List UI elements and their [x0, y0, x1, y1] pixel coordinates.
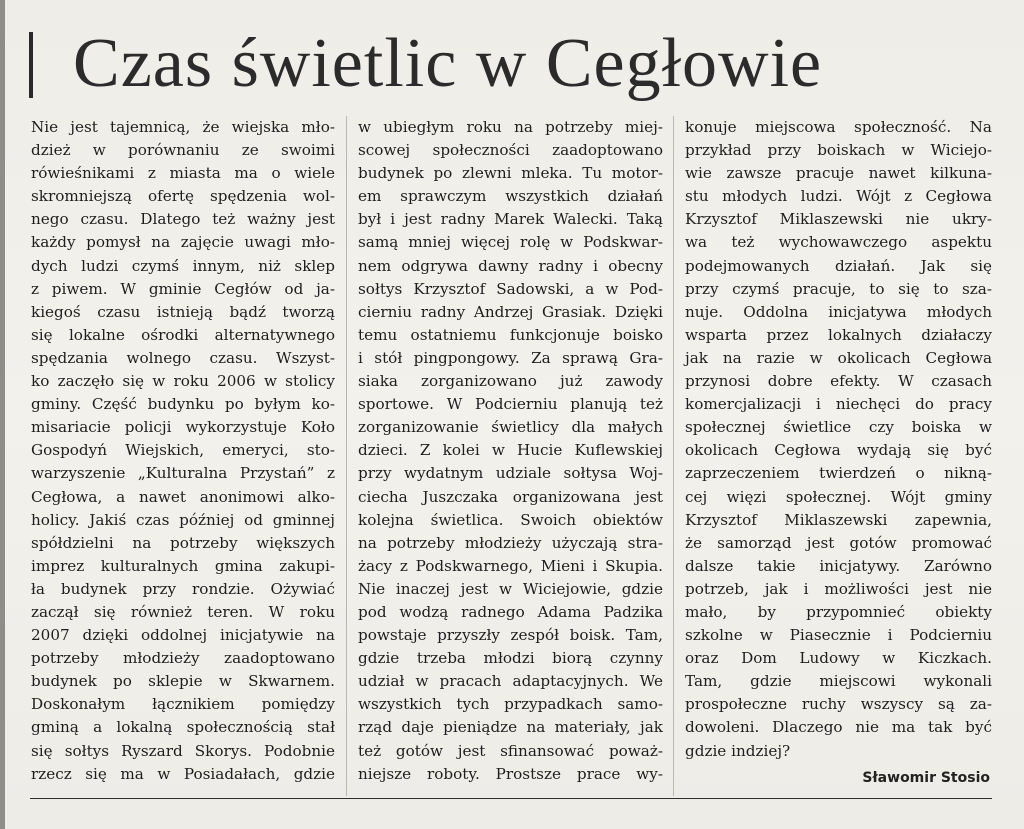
text-line: szkolne w Piasecznie i Podcierniu [685, 626, 992, 645]
text-line: społecznej świetlice czy boiska w [685, 418, 992, 437]
text-line: przykład przy boiskach w Wiciejo- [685, 141, 992, 160]
text-line: że samorząd jest gotów promować [685, 533, 992, 552]
text-line: zaprzeczeniem twierdzeń o nikną- [685, 464, 992, 483]
text-line: nem odgrywa dawny radny i obecny [358, 256, 663, 275]
text-line: scowej społeczności zaadoptowano [358, 141, 663, 160]
text-line: siaka zorganizowano już zawody [358, 372, 663, 391]
text-line: temu ostatniemu funkcjonuje boisko [358, 325, 663, 344]
text-line: holicy. Jakiś czas później od gminnej [31, 510, 335, 529]
text-line: zaczął się również teren. W roku [31, 602, 335, 621]
text-line: i stół pingpongowy. Za sprawą Gra- [358, 348, 663, 367]
column-divider [673, 116, 674, 796]
text-line: budynek po sklepie w Skwarnem. [31, 672, 335, 691]
text-line: ko zaczęło się w roku 2006 w stolicy [31, 372, 335, 391]
text-line: niejsze roboty. Prostsze prace wy- [358, 764, 663, 783]
text-line: ła budynek przy rondzie. Ożywiać [31, 579, 335, 598]
text-line: rząd daje pieniądze na materiały, jak [358, 718, 663, 737]
text-line: skromniejszą ofertę spędzenia wol- [31, 187, 335, 206]
text-line: mało, by przypomnieć obiekty [685, 602, 992, 621]
text-line: em sprawczym wszystkich działań [358, 187, 663, 206]
text-line: prospołeczne ruchy wszyscy są za- [685, 695, 992, 714]
text-line: kolejna świetlica. Swoich obiektów [358, 510, 663, 529]
title-accent-bar [29, 32, 33, 98]
text-line: gdzie trzeba młodzi biorą czynny [358, 649, 663, 668]
text-line: przynosi dobre efekty. W czasach [685, 372, 992, 391]
text-line: Nie jest tajemnicą, że wiejska mło- [31, 118, 335, 136]
text-line: się sołtys Ryszard Skorys. Podobnie [31, 741, 335, 760]
column-divider [346, 116, 347, 796]
text-line: udział w pracach adaptacyjnych. We [358, 672, 663, 691]
article-column-1 [31, 116, 335, 796]
text-line: budynek po zlewni mleka. Tu motor- [358, 164, 663, 183]
text-line: potrzeby młodzieży zaadoptowano [31, 649, 335, 668]
text-line: żacy z Podskwarnego, Mieni i Skupia. [358, 556, 663, 575]
text-line: nego czasu. Dlatego też ważny jest [31, 210, 335, 229]
text-line: przy wydatnym udziale sołtysa Woj- [358, 464, 663, 483]
text-line: komercjalizacji i niechęci do pracy [685, 395, 992, 414]
text-line: Doskonałym łącznikiem pomiędzy [31, 695, 335, 714]
text-line: rówieśnikami z miasta ma o wiele [31, 164, 335, 183]
text-line: Cegłowa, a nawet anonimowi alko- [31, 487, 335, 506]
text-line: wsparta przez lokalnych działaczy [685, 325, 992, 344]
text-line: cierniu radny Andrzej Grasiak. Dzięki [358, 302, 663, 321]
text-line: gdzie indziej? [685, 741, 791, 760]
text-line: powstaje przyszły zespół boisk. Tam, [358, 626, 663, 645]
text-line: konuje miejscowa społeczność. Na [685, 118, 992, 136]
text-line: na potrzeby młodzieży użyczają stra- [358, 533, 663, 552]
text-line: samą mniej więcej rolę w Podskwar- [358, 233, 663, 252]
text-line: też gotów jest sfinansować poważ- [358, 741, 663, 760]
text-line: się lokalne ośrodki alternatywnego [31, 325, 335, 344]
text-line: dzieci. Z kolei w Hucie Kuflewskiej [358, 441, 663, 460]
text-line: 2007 dzięki oddolnej inicjatywie na [31, 626, 335, 645]
text-line: dzież w porównaniu ze swoimi [31, 141, 335, 160]
text-line: misariacie policji wykorzystuje Koło [31, 418, 335, 437]
text-line: Gospodyń Wiejskich, emeryci, sto- [31, 441, 335, 460]
text-line: w ubiegłym roku na potrzeby miej- [358, 118, 663, 136]
article-title: Czas świetlic w Cegłowie [73, 25, 823, 102]
text-line: Nie inaczej jest w Wiciejowie, gdzie [358, 579, 663, 598]
text-line: ciecha Juszczaka organizowana jest [358, 487, 663, 506]
text-line: sportowe. W Podcierniu planują też [358, 395, 663, 414]
text-line: warzyszenie „Kulturalna Przystań” z [31, 464, 335, 483]
text-line: Krzysztof Miklaszewski zapewnia, [685, 510, 992, 529]
text-line: cej więzi społecznej. Wójt gminy [685, 487, 992, 506]
text-line: dych ludzi czymś innym, niż sklep [31, 256, 335, 275]
text-line: spędzania wolnego czasu. Wszyst- [31, 348, 335, 367]
text-line: zorganizowanie świetlicy dla małych [358, 418, 663, 437]
text-line: stu młodych ludzi. Wójt z Cegłowa [685, 187, 992, 206]
text-line: dowoleni. Dlaczego nie ma tak być [685, 718, 992, 737]
text-line: rzecz się ma w Posiadałach, gdzie [31, 764, 335, 783]
article-byline: Sławomir Stosio [862, 770, 990, 786]
text-line: pod wodzą radnego Adama Padzika [358, 602, 663, 621]
text-line: jak na razie w okolicach Cegłowa [685, 348, 992, 367]
text-line: wszystkich tych przypadkach samo- [358, 695, 663, 714]
text-line: sołtys Krzysztof Sadowski, a w Pod- [358, 279, 663, 298]
text-line: spółdzielni na potrzeby większych [31, 533, 335, 552]
text-line: przy czymś pracuje, to się to sza- [685, 279, 992, 298]
text-line: kiegoś czasu istnieją bądź tworzą [31, 302, 335, 321]
text-line: oraz Dom Ludowy w Kiczkach. [685, 649, 992, 668]
text-line: dalsze takie inicjatywy. Zarówno [685, 556, 992, 575]
article-column-3 [685, 116, 992, 796]
scan-edge [0, 0, 5, 829]
text-line: Tam, gdzie miejscowi wykonali [685, 672, 992, 691]
text-line: gminy. Część budynku po byłym ko- [31, 395, 335, 414]
text-line: Krzysztof Miklaszewski nie ukry- [685, 210, 992, 229]
text-line: z piwem. W gminie Cegłów od ja- [31, 279, 335, 298]
bottom-divider [30, 798, 992, 799]
text-line: wie zawsze pracuje nawet kilkuna- [685, 164, 992, 183]
text-line: każdy pomysł na zajęcie uwagi mło- [31, 233, 335, 252]
text-line: nuje. Oddolna inicjatywa młodych [685, 302, 992, 321]
text-line: potrzeb, jak i możliwości jest nie [685, 579, 992, 598]
text-line: gminą a lokalną społecznością stał [31, 718, 335, 737]
text-line: wa też wychowawczego aspektu [685, 233, 992, 252]
text-line: podejmowanych działań. Jak się [685, 256, 992, 275]
text-line: był i jest radny Marek Walecki. Taką [358, 210, 663, 229]
text-line: imprez kulturalnych gmina zakupi- [31, 556, 335, 575]
article-column-2 [358, 116, 663, 796]
text-line: okolicach Cegłowa wydają się być [685, 441, 992, 460]
